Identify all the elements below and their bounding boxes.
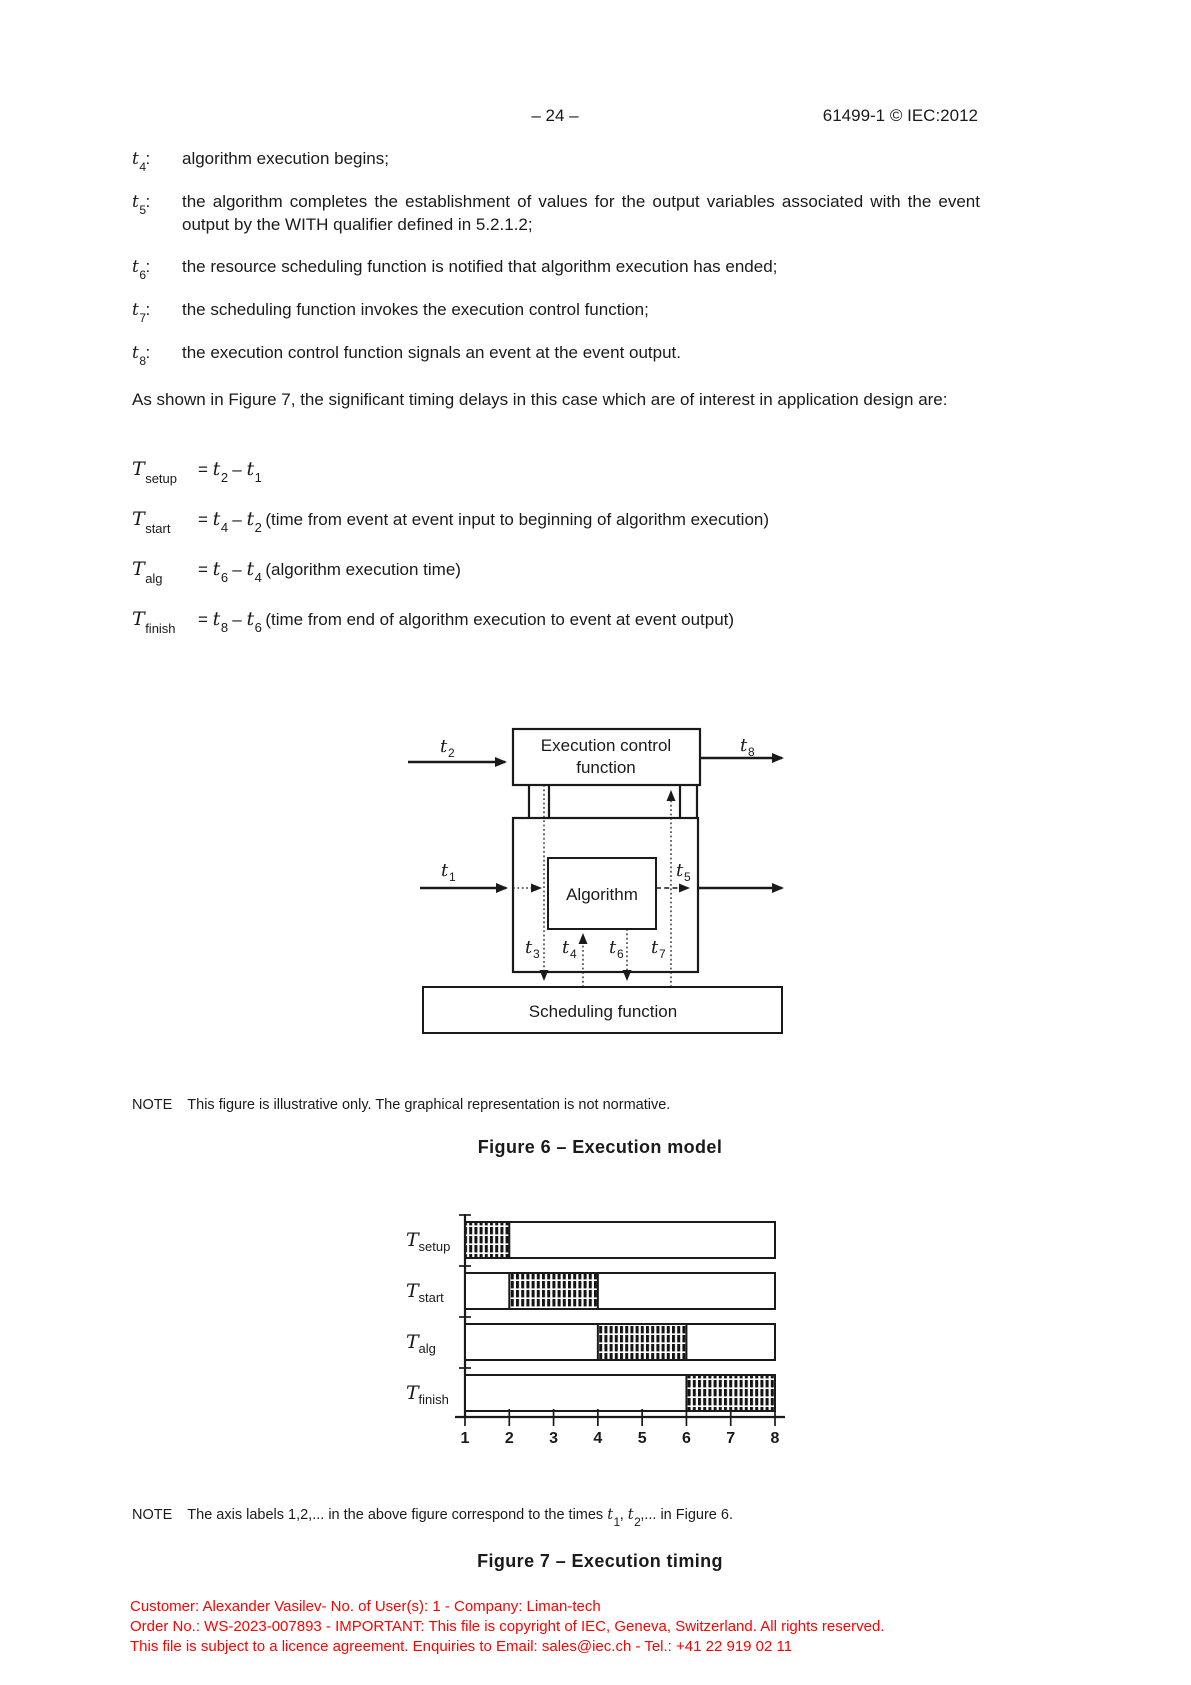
footer-order-line: Order No.: WS-2023-007893 - IMPORTANT: This file is copyright of IEC, Geneva, Switzerland. All rights reserved. [130,1618,885,1635]
formula-tsetup: $T_{setup} = t_2 - t_1$ [132,458,262,486]
execution-control-function-label-line1: Execution control [540,736,672,755]
intro-paragraph: As shown in Figure 7, the significant timing delays in this case which are of interest in application design are: [132,390,948,409]
svg-text:8: 8 [748,745,755,759]
fig7-bar-start [509,1273,598,1309]
fig7-x-tick-label: 8 [770,1430,780,1447]
t7-label: t [651,937,659,958]
t5-label: t [676,860,684,881]
figure7-note: NOTE The axis labels 1,2,... in the above figure correspond to the times $t_1$, $t_2$,... in Figure 6. [132,1507,733,1529]
fig7-x-tick-label: 1 [460,1430,470,1447]
fig7-x-tick-label: 2 [504,1430,514,1447]
fig7-row-finish [406,1368,775,1411]
fig7-rowlabel-sub: start [418,1290,444,1305]
definition-t7: $t_7$: the scheduling function invokes the execution control function; [132,300,649,326]
t8-label: t [740,735,748,756]
fig7-bar-finish [686,1375,775,1411]
footer-customer-line: Customer: Alexander Vasilev- No. of User(s): 1 - Company: Liman-tech [130,1598,601,1615]
fig7-row-setup [406,1215,775,1258]
t1-label: t [441,860,449,881]
t6-label: t [609,937,617,958]
fig7-rowlabel-sub: alg [418,1341,436,1356]
page-header [132,106,978,130]
definition-t5: $t_5$: the algorithm completes the establishment of values for the output variables associated with the event output by the WITH qualifier defined in 5.2.1.2; [132,192,980,234]
fig7-row-alg [406,1317,775,1360]
fig7-bar-setup [465,1222,509,1258]
fig7-rowlabel-base: T [406,1331,419,1353]
definition-t4: $t_4$: algorithm execution begins; [132,149,389,175]
connector-channels [529,785,697,818]
fig7-rowlabel-base: T [406,1280,419,1302]
svg-text:6: 6 [617,947,624,961]
fig7-rowlabel-sub: finish [418,1392,449,1407]
formula-tstart: $T_{start} = t_4 - t_2$ (time from event at event input to beginning of algorithm execution) [132,508,770,536]
definition-t6: $t_6$: the resource scheduling function is notified that algorithm execution has ended; [132,257,778,283]
fig7-x-tick-label: 6 [681,1430,691,1447]
fig7-rowlabel-base: T [406,1229,419,1251]
fig7-x-tick-label: 3 [549,1430,559,1447]
license-footer [130,1597,1080,1657]
scheduling-function-label: Scheduling function [528,1002,678,1021]
timing-definitions [132,147,980,384]
figure6-note: NOTE This figure is illustrative only. The graphical representation is not normative. [132,1097,671,1113]
formula-talg: $T_{alg} = t_6 - t_4$ (algorithm execution time) [132,558,461,586]
figure6-execution-model-diagram [370,670,790,1050]
formula-tfinish: $T_{finish} = t_8 - t_6$ (time from end of algorithm execution to event at event output) [132,608,735,636]
fig7-track-setup [465,1222,775,1258]
svg-text:5: 5 [684,870,691,884]
fig7-x-tick-label: 5 [637,1430,647,1447]
fig7-bar-alg [598,1324,687,1360]
fig7-rowlabel-sub: setup [418,1239,451,1254]
page-number: – 24 – [531,106,579,125]
figure7-execution-timing-chart [360,1200,800,1460]
definition-t8: $t_8$: the execution control function signals an event at the event output. [132,343,682,369]
fig7-x-tick-label: 7 [726,1430,736,1447]
figure7-caption: Figure 7 – Execution timing [477,1551,723,1571]
svg-text:7: 7 [659,947,666,961]
t2-label: t [440,736,448,757]
footer-licence-line: This file is subject to a licence agreement. Enquiries to Email: sales@iec.ch - Tel.: +41 22 919 02 11 [130,1638,793,1655]
svg-text:1: 1 [449,870,456,884]
fig7-x-tick-label: 4 [593,1430,603,1447]
document-reference: 61499-1 © IEC:2012 [822,106,978,125]
svg-text:2: 2 [448,746,455,760]
t3-label: t [525,937,533,958]
figure6-caption: Figure 6 – Execution model [477,1137,723,1157]
svg-text:3: 3 [533,947,540,961]
fig7-rowlabel-base: T [406,1382,419,1404]
fig7-row-start [406,1266,775,1309]
execution-control-function-label-line2: function [576,758,636,777]
svg-text:4: 4 [570,947,577,961]
algorithm-label: Algorithm [566,885,638,904]
t4-label: t [562,937,570,958]
